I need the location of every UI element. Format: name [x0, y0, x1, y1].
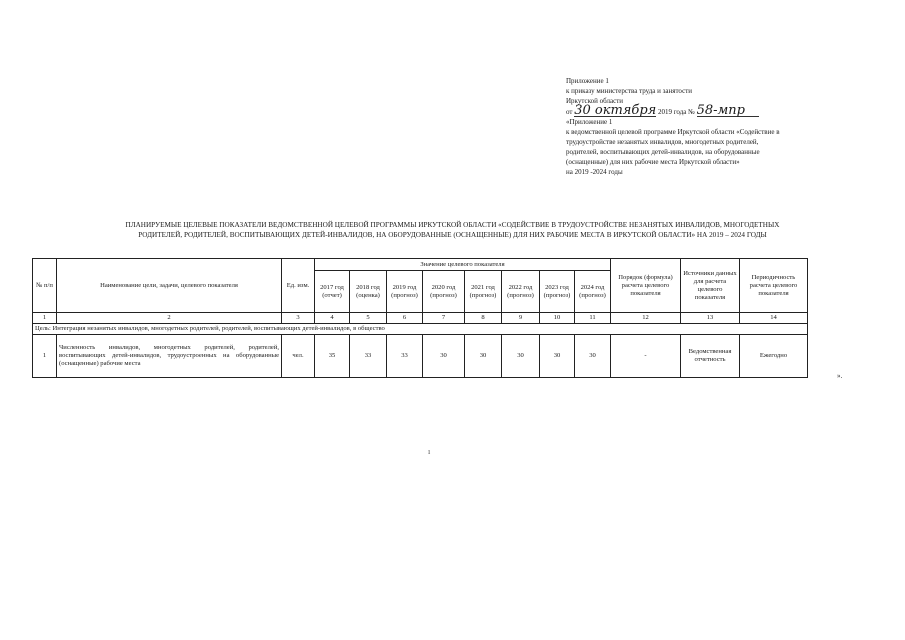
row-method: -: [611, 335, 681, 378]
column-number: 13: [681, 313, 740, 324]
title-line: РОДИТЕЛЕЙ, РОДИТЕЛЕЙ, ВОСПИТЫВАЮЩИХ ДЕТЕЙ-ИНВАЛИДОВ, НА ОБОРУДОВАННЫЕ (ОСНАЩЕННЫЕ) ДЛЯ НИХ РАБОЧИЕ МЕСТА В ИРКУТСКОЙ ОБЛАСТИ» НА 2019 – 2024 ГОДЫ: [138, 231, 767, 239]
title-line: ПЛАНИРУЕМЫЕ ЦЕЛЕВЫЕ ПОКАЗАТЕЛИ ВЕДОМСТВЕННОЙ ЦЕЛЕВОЙ ПРОГРАММЫ ИРКУТСКОЙ ОБЛАСТИ «СОДЕЙСТВИЕ В ТРУДОУСТРОЙСТВЕ НЕЗАНЯТЫХ ИНВАЛИДОВ, МНОГОДЕТНЫХ: [125, 221, 780, 229]
row-unit: чел.: [282, 335, 315, 378]
appendix-line-2: к приказу министерства труда и занятости: [566, 87, 693, 95]
header-unit: Ед. изм.: [282, 259, 315, 313]
date-prefix: от: [566, 108, 573, 116]
appendix-line-3: Иркутской области: [566, 97, 624, 105]
goal-text: Цель: Интеграция незанятых инвалидов, многодетных родителей, родителей, воспитывающих детей-инвалидов, в общество: [33, 324, 808, 335]
row-value: 30: [502, 335, 540, 378]
header-period: Периодичность расчета целевого показателя: [740, 259, 808, 313]
column-number: 14: [740, 313, 808, 324]
column-number: 6: [387, 313, 423, 324]
indicators-table: [32, 258, 808, 378]
date-suffix: 2019 года №: [657, 108, 695, 116]
header-row: [33, 259, 808, 271]
row-source: Ведомственная отчетность: [681, 335, 740, 378]
column-number: 2: [57, 313, 282, 324]
header-num: № п/п: [33, 259, 57, 313]
column-number: 12: [611, 313, 681, 324]
header-year: 2024 год (прогноз): [575, 271, 611, 313]
row-value: 30: [540, 335, 575, 378]
appendix-date-line: [566, 103, 826, 118]
header-year: 2023 год (прогноз): [540, 271, 575, 313]
closing-quote-mark: ».: [837, 372, 843, 380]
header-year: 2017 год (отчет): [315, 271, 350, 313]
header-year: 2022 год (прогноз): [502, 271, 540, 313]
document-title: [40, 220, 865, 240]
column-number: 8: [465, 313, 502, 324]
column-number: 5: [350, 313, 387, 324]
row-value: 33: [387, 335, 423, 378]
row-period: Ежегодно: [740, 335, 808, 378]
header-year: 2021 год (прогноз): [465, 271, 502, 313]
header-year: 2020 год (прогноз): [423, 271, 465, 313]
row-value: 35: [315, 335, 350, 378]
header-sources: Источники данных для расчета целевого показателя: [681, 259, 740, 313]
header-method: Порядок (формула) расчета целевого показателя: [611, 259, 681, 313]
header-name: Наименование цели, задачи, целевого показателя: [57, 259, 282, 313]
goal-row: [33, 324, 808, 335]
row-value: 33: [350, 335, 387, 378]
column-number: 1: [33, 313, 57, 324]
scan-speck: ı: [428, 447, 431, 456]
column-number: 9: [502, 313, 540, 324]
column-number: 7: [423, 313, 465, 324]
appendix-body-line: к ведомственной целевой программе Иркутской области «Содействие в: [566, 128, 780, 136]
appendix-quote-line: «Приложение 1: [566, 118, 613, 126]
row-value: 30: [465, 335, 502, 378]
handwritten-date: 30 октября: [574, 103, 657, 118]
column-number: 3: [282, 313, 315, 324]
appendix-body-line: (оснащенные) для них рабочие места Иркутской области»: [566, 158, 740, 166]
row-num: 1: [33, 335, 57, 378]
appendix-line-1: Приложение 1: [566, 77, 609, 85]
appendix-body-line: на 2019 -2024 годы: [566, 168, 623, 176]
row-value: 30: [575, 335, 611, 378]
handwritten-order-number: 58-мпр: [697, 106, 759, 117]
header-year: 2018 год (оценка): [350, 271, 387, 313]
column-number: 11: [575, 313, 611, 324]
header-year: 2019 год (прогноз): [387, 271, 423, 313]
appendix-body-line: родителей, воспитывающих детей-инвалидов, на оборудованные: [566, 148, 760, 156]
column-number-row: [33, 313, 808, 324]
header-value-group: Значение целевого показателя: [315, 259, 611, 271]
table-row: [33, 335, 808, 378]
column-number: 4: [315, 313, 350, 324]
row-indicator-name: Численность инвалидов, многодетных родителей, родителей, воспитывающих детей-инвалидов, трудоустроенных на оборудованные (оснащенные) рабочие места: [57, 335, 282, 378]
appendix-block: [566, 76, 826, 177]
column-number: 10: [540, 313, 575, 324]
row-value: 30: [423, 335, 465, 378]
appendix-body-line: трудоустройстве незанятых инвалидов, многодетных родителей,: [566, 138, 759, 146]
